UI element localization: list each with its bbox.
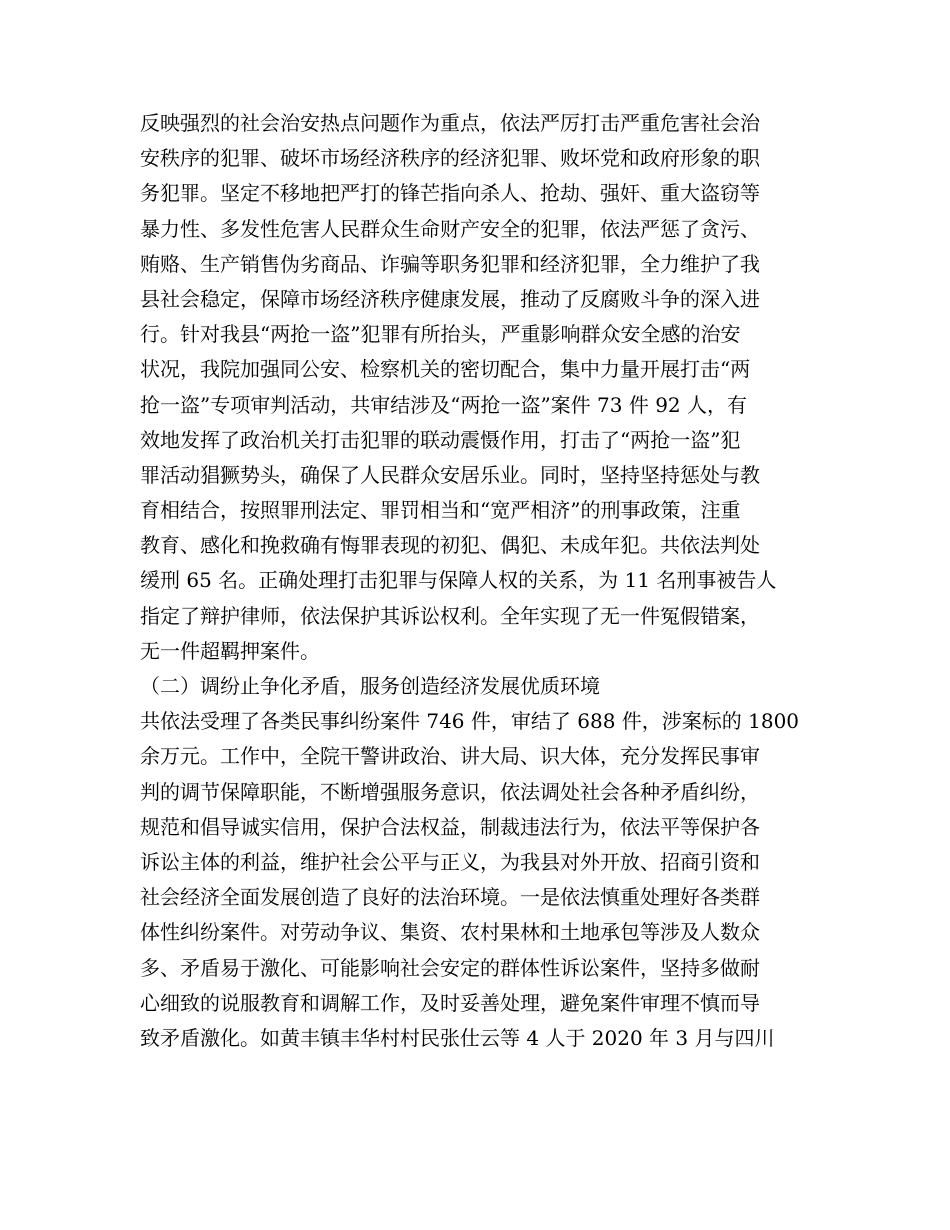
section-heading: （二）调纷止争化矛盾，服务创造经济发展优质环境	[140, 674, 600, 698]
body-line: 致矛盾激化。如黄丰镇丰华村村民张仕云等 4 人于 2020 年 3 月与四川	[140, 1025, 775, 1050]
body-line: 规范和倡导诚实信用，保护合法权益，制裁违法行为，依法平等保护各	[140, 814, 760, 839]
body-line: 无一件超羁押案件。	[140, 638, 320, 663]
body-line: 教育、感化和挽救确有悔罪表现的初犯、偶犯、未成年犯。共依法判处	[140, 533, 760, 558]
body-line: 指定了辩护律师，依法保护其诉讼权利。全年实现了无一件冤假错案，	[140, 603, 760, 628]
body-line: 心细致的说服教育和调解工作，及时妥善处理，避免案件审理不慎而导	[140, 990, 760, 1015]
body-line: 共依法受理了各类民事纠纷案件 746 件，审结了 688 件，涉案标的 1800	[140, 709, 800, 734]
body-line: 暴力性、多发性危害人民群众生命财产安全的犯罪，依法严惩了贪污、	[140, 216, 760, 241]
body-line: 抢一盗”专项审判活动，共审结涉及“两抢一盗”案件 73 件 92 人，有	[140, 392, 748, 417]
body-line: 安秩序的犯罪、破坏市场经济秩序的经济犯罪、败坏党和政府形象的职	[140, 146, 760, 171]
document-body	[140, 106, 830, 1056]
body-line: 缓刑 65 名。正确处理打击犯罪与保障人权的关系，为 11 名刑事被告人	[140, 568, 777, 593]
body-line: 反映强烈的社会治安热点问题作为重点，依法严厉打击严重危害社会治	[140, 111, 760, 135]
body-line: 社会经济全面发展创造了良好的法治环境。一是依法慎重处理好各类群	[140, 885, 760, 910]
body-line: 县社会稳定，保障市场经济秩序健康发展，推动了反腐败斗争的深入进	[140, 286, 760, 311]
body-line: 育相结合，按照罪刑法定、罪罚相当和“宽严相济”的刑事政策，注重	[140, 498, 741, 523]
body-line: 务犯罪。坚定不移地把严打的锋芒指向杀人、抢劫、强奸、重大盗窃等	[140, 181, 760, 206]
body-line: 罪活动猖獗势头，确保了人民群众安居乐业。同时，坚持坚持惩处与教	[140, 462, 760, 487]
body-line: 多、矛盾易于激化、可能影响社会安定的群体性诉讼案件，坚持多做耐	[140, 955, 760, 980]
body-line: 贿赂、生产销售伪劣商品、诈骗等职务犯罪和经济犯罪，全力维护了我	[140, 251, 760, 276]
body-line: 余万元。工作中，全院干警讲政治、讲大局、识大体，充分发挥民事审	[140, 744, 760, 769]
body-line: 效地发挥了政治机关打击犯罪的联动震慑作用，打击了“两抢一盗”犯	[140, 427, 741, 452]
body-line: 行。针对我县“两抢一盗”犯罪有所抬头，严重影响群众安全感的治安	[140, 322, 741, 347]
body-line: 体性纠纷案件。对劳动争议、集资、农村果林和土地承包等涉及人数众	[140, 920, 760, 945]
body-line: 判的调节保障职能，不断增强服务意识，依法调处社会各种矛盾纠纷，	[140, 779, 760, 804]
body-line: 状况，我院加强同公安、检察机关的密切配合，集中力量开展打击“两	[140, 357, 751, 382]
body-line: 诉讼主体的利益，维护社会公平与正义，为我县对外开放、招商引资和	[140, 849, 760, 874]
